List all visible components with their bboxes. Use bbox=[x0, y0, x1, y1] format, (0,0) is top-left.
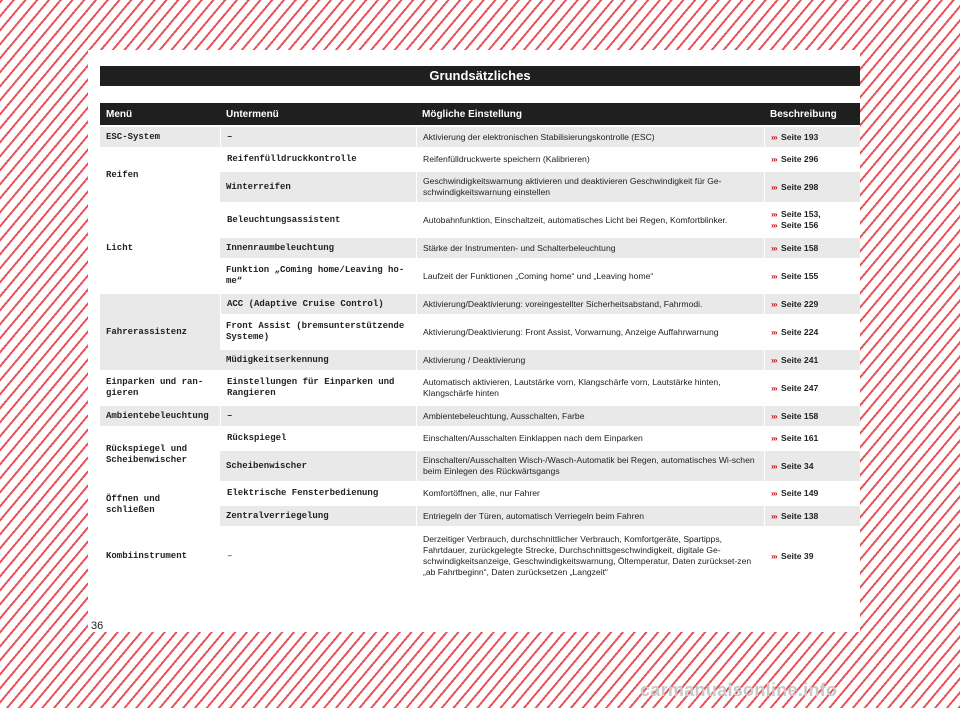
ref-text: Seite 138 bbox=[780, 510, 819, 521]
ref-text: Seite 158 bbox=[780, 242, 819, 253]
ref-text: Seite 34 bbox=[780, 460, 814, 471]
page-ref-link[interactable] bbox=[764, 428, 860, 449]
page-ref-link[interactable] bbox=[764, 204, 860, 236]
ref-text: Seite 39 bbox=[780, 550, 814, 561]
table-row bbox=[100, 127, 860, 147]
menu-cell: Rückspiegel und Scheibenwischer bbox=[100, 428, 220, 481]
watermark: carmanualsonline.info bbox=[640, 680, 838, 700]
submenu-cell: ACC (Adaptive Cruise Control) bbox=[220, 294, 416, 314]
page-ref-link[interactable] bbox=[764, 372, 860, 404]
section-title: Grundsätzliches bbox=[100, 66, 860, 86]
arrow-icon: ››› bbox=[771, 220, 777, 230]
table-row bbox=[100, 428, 860, 449]
header-description: Beschreibung bbox=[764, 103, 860, 125]
arrow-icon: ››› bbox=[771, 460, 777, 471]
arrow-icon: ››› bbox=[771, 242, 777, 253]
page-ref-link[interactable] bbox=[764, 451, 860, 481]
arrow-icon: ››› bbox=[771, 154, 777, 164]
submenu-cell: – bbox=[220, 127, 416, 147]
page-ref-link[interactable] bbox=[764, 528, 860, 584]
table-row bbox=[100, 149, 860, 170]
menu-cell: Ambientebeleuchtung bbox=[100, 406, 220, 426]
setting-cell: Laufzeit der Funktionen „Coming home“ und „Leaving home“ bbox=[416, 260, 764, 292]
page-ref-link[interactable] bbox=[764, 149, 860, 170]
arrow-icon: ››› bbox=[771, 488, 777, 498]
menu-cell: Einparken und ran-gieren bbox=[100, 372, 220, 404]
page-ref-link[interactable] bbox=[764, 350, 860, 370]
setting-cell: Aktivierung der elektronischen Stabilisierungskontrolle (ESC) bbox=[416, 127, 764, 147]
table-row bbox=[100, 483, 860, 504]
table-row bbox=[100, 204, 860, 236]
ref-text: Seite 241 bbox=[780, 354, 819, 365]
ref-text: Seite 161 bbox=[780, 433, 819, 443]
table-row bbox=[100, 294, 860, 314]
ref-text: Seite 229 bbox=[780, 298, 819, 309]
setting-cell: Autobahnfunktion, Einschaltzeit, automatisches Licht bei Regen, Komfortblinker. bbox=[416, 204, 764, 236]
menu-cell: ESC-System bbox=[100, 127, 220, 147]
submenu-cell: Zentralverriegelung bbox=[220, 506, 416, 526]
table-row bbox=[100, 372, 860, 404]
page-ref-link[interactable] bbox=[764, 127, 860, 147]
menu-cell: Öffnen und schließen bbox=[100, 483, 220, 526]
submenu-cell: Einstellungen für Einparken und Rangieren bbox=[220, 372, 416, 404]
page-ref-link[interactable] bbox=[764, 238, 860, 258]
submenu-cell: Rückspiegel bbox=[220, 428, 416, 449]
page-ref-link[interactable] bbox=[764, 406, 860, 426]
setting-cell: Komfortöffnen, alle, nur Fahrer bbox=[416, 483, 764, 504]
arrow-icon: ››› bbox=[771, 326, 777, 337]
ref-text: Seite 155 bbox=[780, 270, 819, 281]
menu-cell: Fahrerassistenz bbox=[100, 294, 220, 370]
setting-cell: Reifenfülldruckwerte speichern (Kalibrieren) bbox=[416, 149, 764, 170]
arrow-icon: ››› bbox=[771, 433, 777, 443]
header-menu: Menü bbox=[100, 103, 220, 125]
setting-cell: Aktivierung/Deaktivierung: voreingestellter Sicherheitsabstand, Fahrmodi. bbox=[416, 294, 764, 314]
submenu-cell: Front Assist (bremsunterstützende Systeme) bbox=[220, 316, 416, 348]
arrow-icon: ››› bbox=[771, 550, 777, 561]
arrow-icon: ››› bbox=[771, 270, 777, 281]
submenu-cell: Funktion „Coming home/Leaving ho-me“ bbox=[220, 260, 416, 292]
ref-text: Seite 153, bbox=[780, 209, 821, 219]
submenu-cell: Elektrische Fensterbedienung bbox=[220, 483, 416, 504]
submenu-cell: Scheibenwischer bbox=[220, 451, 416, 481]
menu-cell: Kombiinstrument bbox=[100, 528, 220, 584]
setting-cell: Einschalten/Ausschalten Einklappen nach dem Einparken bbox=[416, 428, 764, 449]
page-ref-link[interactable] bbox=[764, 294, 860, 314]
submenu-cell: Müdigkeitserkennung bbox=[220, 350, 416, 370]
submenu-cell: Beleuchtungsassistent bbox=[220, 204, 416, 236]
ref-text: Seite 298 bbox=[780, 181, 819, 192]
setting-cell: Stärke der Instrumenten- und Schalterbeleuchtung bbox=[416, 238, 764, 258]
menu-cell: Reifen bbox=[100, 149, 220, 202]
settings-table bbox=[100, 101, 860, 586]
menu-cell: Licht bbox=[100, 204, 220, 292]
arrow-icon: ››› bbox=[771, 410, 777, 421]
ref-text: Seite 156 bbox=[780, 220, 819, 230]
ref-text: Seite 224 bbox=[780, 326, 819, 337]
table-row bbox=[100, 528, 860, 584]
page-ref-link[interactable] bbox=[764, 260, 860, 292]
arrow-icon: ››› bbox=[771, 510, 777, 521]
arrow-icon: ››› bbox=[771, 131, 777, 142]
submenu-cell: – bbox=[220, 528, 416, 584]
header-setting: Mögliche Einstellung bbox=[416, 103, 764, 125]
submenu-cell: Winterreifen bbox=[220, 172, 416, 202]
submenu-cell: Innenraumbeleuchtung bbox=[220, 238, 416, 258]
arrow-icon: ››› bbox=[771, 298, 777, 309]
setting-cell: Einschalten/Ausschalten Wisch-/Wasch-Automatik bei Regen, automatisches Wi-schen beim Einlegen des Rückwärtsgangs bbox=[416, 451, 764, 481]
setting-cell: Automatisch aktivieren, Lautstärke vorn, Klangschärfe vorn, Lautstärke hinten, Klangschärfe hinten bbox=[416, 372, 764, 404]
setting-cell: Aktivierung / Deaktivierung bbox=[416, 350, 764, 370]
arrow-icon: ››› bbox=[771, 354, 777, 365]
setting-cell: Aktivierung/Deaktivierung: Front Assist, Vorwarnung, Anzeige Auffahrwarnung bbox=[416, 316, 764, 348]
ref-text: Seite 247 bbox=[780, 382, 819, 393]
table-row bbox=[100, 406, 860, 426]
table-header-row bbox=[100, 103, 860, 125]
page-ref-link[interactable] bbox=[764, 316, 860, 348]
header-submenu: Untermenü bbox=[220, 103, 416, 125]
arrow-icon: ››› bbox=[771, 209, 777, 219]
setting-cell: Derzeitiger Verbrauch, durchschnittlicher Verbrauch, Komfortgeräte, Spartipps, Fahrtdauer, zurückgelegte Strecke, Durchschnittsgeschwindigkeit, digitale Ge-schwindigkeitsanzeige, Geschwindigkeitswarnung, Öltemperatur, Daten zurückset-zen „ab Fahrtbeginn“, Daten zurücksetzen „Langzeit“ bbox=[416, 528, 764, 584]
arrow-icon: ››› bbox=[771, 181, 777, 192]
page-ref-link[interactable] bbox=[764, 506, 860, 526]
ref-text: Seite 193 bbox=[780, 131, 819, 142]
submenu-cell: – bbox=[220, 406, 416, 426]
page-ref-link[interactable] bbox=[764, 172, 860, 202]
ref-text: Seite 296 bbox=[780, 154, 819, 164]
submenu-cell: Reifenfülldruckkontrolle bbox=[220, 149, 416, 170]
ref-text: Seite 158 bbox=[780, 410, 819, 421]
arrow-icon: ››› bbox=[771, 382, 777, 393]
setting-cell: Geschwindigkeitswarnung aktivieren und deaktivieren Geschwindigkeit für Ge-schwindigkeitswarnung einstellen bbox=[416, 172, 764, 202]
setting-cell: Ambientebeleuchtung, Ausschalten, Farbe bbox=[416, 406, 764, 426]
page-ref-link[interactable] bbox=[764, 483, 860, 504]
ref-text: Seite 149 bbox=[780, 488, 819, 498]
page-number: 36 bbox=[91, 620, 104, 632]
setting-cell: Entriegeln der Türen, automatisch Verriegeln beim Fahren bbox=[416, 506, 764, 526]
